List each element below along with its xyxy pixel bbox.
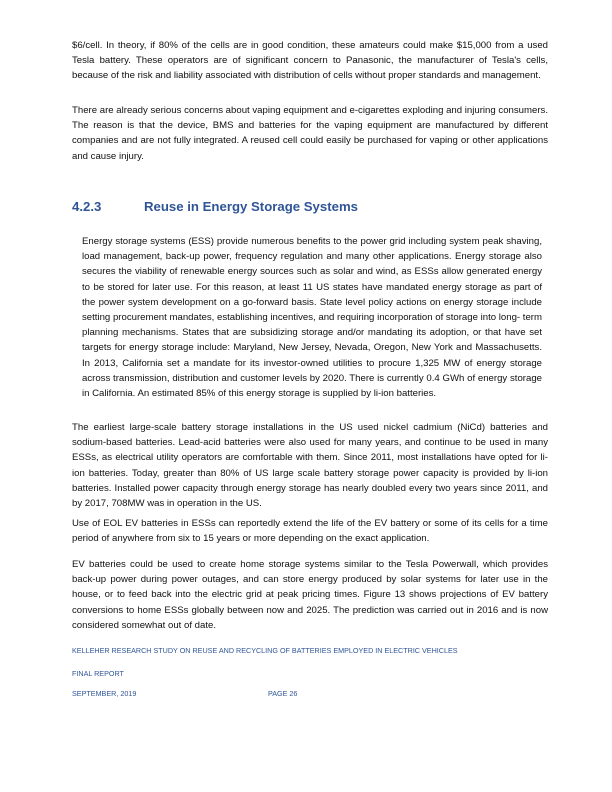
footer-study-title: KELLEHER RESEARCH STUDY ON REUSE AND RECYCLING OF BATTERIES EMPLOYED IN ELECTRIC VEHICLES <box>72 646 458 655</box>
section-number: 4.2.3 <box>72 199 102 214</box>
paragraph-battery-history <box>72 420 548 511</box>
paragraph-used-tesla-cells <box>72 38 548 84</box>
paragraph-text: Use of EOL EV batteries in ESSs can reportedly extend the life of the EV battery or some of its cells for a time period of anywhere from six to 15 years or more depending on the exact application. <box>72 518 548 545</box>
paragraph-text: $6/cell. In theory, if 80% of the cells are in good condition, these amateurs could make $15,000 from a used Tesla battery. These operators are of significant concern to Panasonic, the manufacturer of Tesla's cells, because of the risk and liability associated with distribution of cells without proper standards and management. <box>72 40 548 82</box>
section-heading <box>72 198 548 216</box>
footer-date: SEPTEMBER, 2019 <box>72 689 137 698</box>
paragraph-text: There are already serious concerns about vaping equipment and e-cigarettes exploding and injuring consumers. The reason is that the device, BMS and batteries for the vaping equipment are manufactured by different companies and are not fully integrated. A reused cell could easily be purchased for vaping or other applications and cause injury. <box>72 105 548 162</box>
page-number: PAGE 26 <box>268 689 298 698</box>
paragraph-text: The earliest large-scale battery storage installations in the US used nickel cadmium (NiCd) batteries and sodium-based batteries. Lead-acid batteries were also used for many years, and continue to be used in many ESSs, as electrical utility operators are comfortable with them. Since 2011, most installations have opted for li-ion batteries. Today, greater than 80% of US large scale battery storage power capacity is provided by li-ion batteries. Installed power capacity through energy storage has nearly doubled every two years since 2011, and by 2017, 708MW was in operation in the US. <box>72 422 548 510</box>
paragraph-eol-ev-batteries <box>72 516 548 546</box>
paragraph-home-storage <box>72 557 548 633</box>
paragraph-text: EV batteries could be used to create home storage systems similar to the Tesla Powerwall, which provides back-up power during power outages, and can store energy produced by solar systems for later use in the house, or to feed back into the electric grid at peak pricing times. Figure 13 shows projections of EV battery conversions to home ESSs globally between now and 2025. The prediction was carried out in 2016 and is now considered somewhat out of date. <box>72 559 548 631</box>
paragraph-vaping-concerns <box>72 103 548 164</box>
paragraph-energy-storage-systems <box>82 234 542 401</box>
section-title: Reuse in Energy Storage Systems <box>144 199 359 214</box>
paragraph-text: Energy storage systems (ESS) provide numerous benefits to the power grid including system peak shaving, load management, back-up power, frequency regulation and many other applications. Energy storage also secures the viability of renewable energy sources such as solar and wind, as ESSs allow generated energy to be stored for later use. For this reason, at least 11 US states have mandated energy storage as part of the power system development on a go-forward basis. State level policy actions on energy storage include setting procurement mandates, establishing incentives, and requiring incorporation of storage into long- term planning mechanisms. States that are subsidizing storage and/or mandating its adoption, or that have set targets for energy storage include: Maryland, New Jersey, Nevada, Oregon, New York and Massachusetts. In 2013, California set a mandate for its investor-owned utilities to procure 1,325 MW of energy storage across transmission, distribution and customer levels by 2020. There is currently 0.4 GWh of energy storage in California. An estimated 85% of this energy storage is supplied by li-ion batteries. <box>82 236 542 400</box>
footer-report-type: FINAL REPORT <box>72 669 124 678</box>
footer-date-line <box>72 689 298 699</box>
